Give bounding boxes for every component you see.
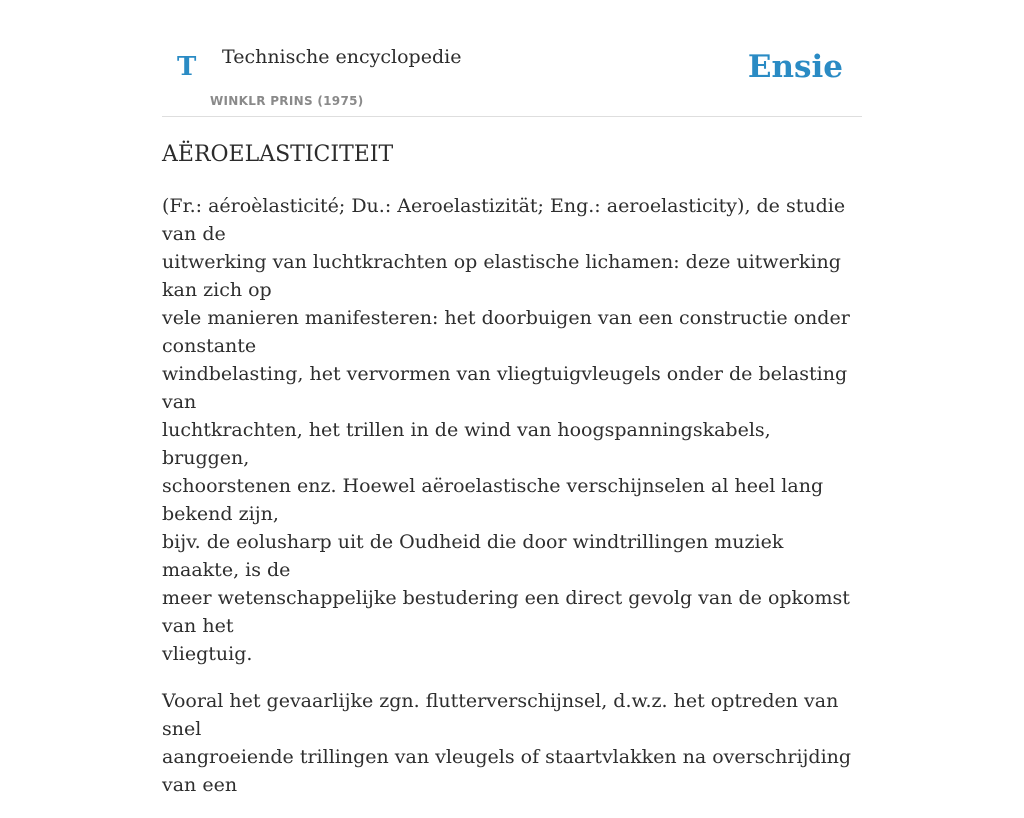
article-paragraph: Vooral het gevaarlijke zgn. flutterverschijnsel, d.w.z. het optreden van snel aangroeiende trillingen van vleugels of staartvlakken na overschrijding van een: [162, 690, 852, 796]
book-source: WINKLR PRINS (1975): [210, 94, 364, 108]
header: [162, 0, 862, 117]
article-paragraph: (Fr.: aéroèlasticité; Du.: Aeroelastizität; Eng.: aeroelasticity), de studie van de uitwerking van luchtkrachten op elastische lichamen: deze uitwerking kan zich op vele manieren manifesteren: het doorbuigen van een constructie onder constante windbelasting, het vervormen van vliegtuigvleugels onder de belasting van luchtkrachten, het trillen in de wind van hoogspanningskabels, bruggen, schoorstenen enz. Hoewel aëroelastische verschijnselen al heel lang bekend zijn, bijv. de eolusharp uit de Oudheid die door windtrillingen muziek maakte, is de meer wetenschappelijke bestudering een direct gevolg van de opkomst van het vliegtuig.: [162, 195, 850, 665]
article-title: AËROELASTICITEIT: [162, 142, 394, 167]
brand-logo[interactable]: Ensie: [747, 49, 843, 85]
book-title[interactable]: Technische encyclopedie: [222, 46, 462, 68]
article-body: [162, 192, 862, 818]
book-logo-icon[interactable]: T: [177, 52, 197, 82]
page: [162, 0, 862, 796]
